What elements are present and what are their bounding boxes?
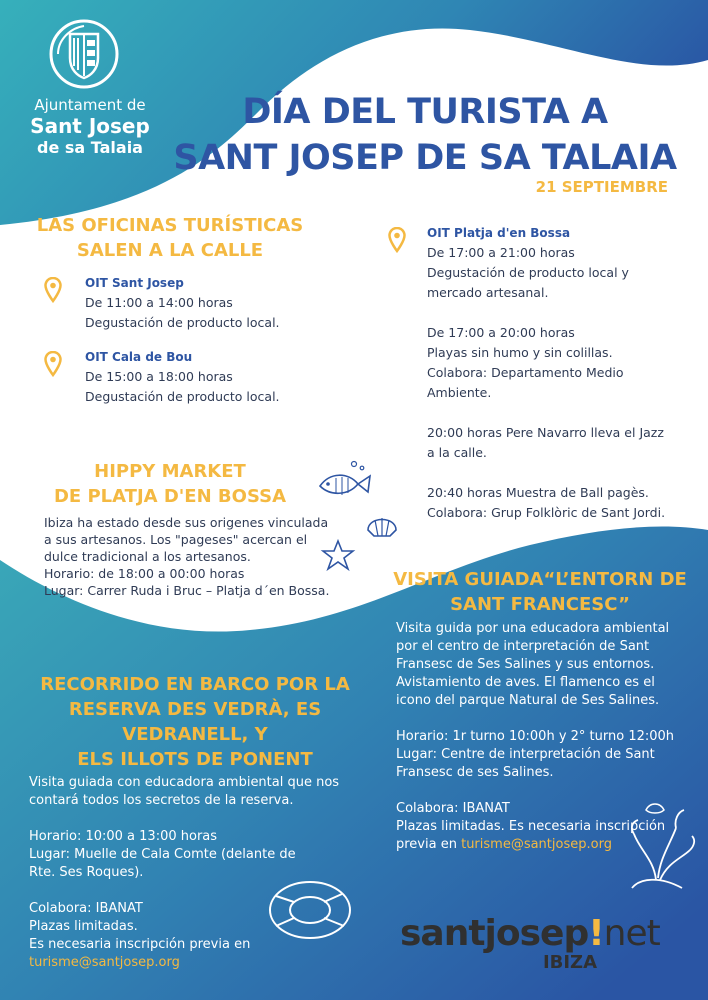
location-pin-icon (388, 227, 406, 253)
text-line: Colabora: IBANAT (29, 901, 143, 916)
text-line: por el centro de interpretación de Sant (396, 639, 650, 654)
recorrido-heading-line: RECORRIDO EN BARCO POR LA (40, 674, 350, 695)
text-line: Horario: 10:00 a 13:00 horas (29, 829, 218, 844)
oit-cala-de-bou (85, 347, 345, 407)
coral-icon (620, 800, 700, 892)
recorrido-email-link[interactable]: turisme@santjosep.org (29, 955, 180, 970)
recorrido-heading (20, 672, 370, 772)
recorrido-heading-line: VEDRANELL, Y (122, 724, 268, 745)
text-line: icono del parque Natural de Ses Salines. (396, 693, 660, 708)
hippy-line: Ibiza ha estado desde sus origenes vinculada (44, 515, 329, 530)
text-line (427, 403, 692, 423)
visita-heading (390, 567, 690, 617)
text-line: Visita guida por una educadora ambiental (396, 621, 670, 636)
oit-name: OIT Platja d'en Bossa (427, 226, 571, 240)
hippy-heading (40, 459, 300, 509)
text-line (427, 463, 692, 483)
brand-bang: ! (588, 913, 604, 954)
logo-line1: Ajuntament de (34, 96, 146, 114)
visita-email-link[interactable]: turisme@santjosep.org (461, 837, 612, 852)
brand-logo (400, 912, 680, 973)
fish-icon (312, 458, 374, 506)
oit-desc: Degustación de producto local. (85, 389, 280, 404)
text-line: De 17:00 a 21:00 horas (427, 245, 575, 260)
oit-hours: De 11:00 a 14:00 horas (85, 295, 233, 310)
text-line: Colabora: IBANAT (396, 801, 510, 816)
text-line: Plazas limitadas. (29, 919, 138, 934)
hippy-line: Horario: de 18:00 a 00:00 horas (44, 566, 245, 581)
recorrido-heading-line: RESERVA DES VEDRÀ, ES (68, 699, 322, 720)
event-date: 21 SEPTIEMBRE (535, 178, 668, 196)
oit-hours: De 15:00 a 18:00 horas (85, 369, 233, 384)
text-line: Degustación de producto local y (427, 265, 629, 280)
text-line: Ambiente. (427, 385, 492, 400)
text-line: Lugar: Centre de interpretación de Sant (396, 747, 655, 762)
logo-line3: de sa Talaia (37, 138, 143, 157)
text-line (29, 810, 369, 828)
text-line (396, 782, 696, 800)
oit-platja-den-bossa (427, 223, 692, 523)
lifebuoy-icon (262, 874, 358, 946)
text-line: contará todos los secretos de la reserva. (29, 793, 294, 808)
brand-main (400, 912, 680, 956)
oit-sant-josep (85, 273, 345, 333)
text-line: Fransesc de Ses Salines y sus entornos. (396, 657, 655, 672)
text-line: 20:40 horas Muestra de Ball pagès. (427, 485, 649, 500)
page-title-line2: SANT JOSEP DE SA TALAIA (173, 138, 677, 178)
oficinas-heading-line2: SALEN A LA CALLE (76, 240, 264, 261)
location-pin-icon (44, 351, 62, 377)
text-line: Es necesaria inscripción previa en (29, 937, 251, 952)
oit-name: OIT Sant Josep (85, 276, 184, 290)
text-line: Avistamiento de aves. El flamenco es el (396, 675, 655, 690)
logo-line2: Sant Josep (30, 114, 150, 138)
oit-desc: Degustación de producto local. (85, 315, 280, 330)
shell-icon (364, 506, 400, 540)
text-line: Visita guiada con educadora ambiental que nos (29, 775, 340, 790)
visita-heading-line1: VISITA GUIADA“L’ENTORN DE (393, 569, 687, 590)
text-line: a la calle. (427, 445, 487, 460)
text-line: Colabora: Departamento Medio (427, 365, 624, 380)
location-pin-icon (44, 277, 62, 303)
visita-heading-line2: SANT FRANCESC” (450, 594, 630, 615)
hippy-line: Lugar: Carrer Ruda i Bruc – Platja d´en Bossa. (44, 583, 330, 598)
text-line: De 17:00 a 20:00 horas (427, 325, 575, 340)
text-line: Colabora: Grup Folklòric de Sant Jordi. (427, 505, 666, 520)
hippy-line: dulce tradicional a los artesanos. (44, 549, 251, 564)
platja-details (427, 243, 692, 523)
hippy-line: a sus artesanos. Los "pageses" acercan el (44, 532, 308, 547)
text-line: Lugar: Muelle de Cala Comte (delante de (29, 847, 296, 862)
brand-sub: IBIZA (542, 952, 598, 973)
brand-net: net (603, 913, 660, 954)
text-line: Plazas limitadas. Es necesaria inscripción (396, 819, 666, 834)
logo-text (22, 96, 158, 158)
text-line: Playas sin humo y sin colillas. (427, 345, 613, 360)
hippy-details (44, 514, 344, 599)
hippy-heading-line2: DE PLATJA D'EN BOSSA (53, 486, 287, 507)
brand-name: santjosep (400, 913, 589, 954)
text-line: Fransesc de ses Salines. (396, 765, 554, 780)
text-line: Rte. Ses Roques). (29, 865, 144, 880)
recorrido-heading-line: ELS ILLOTS DE PONENT (77, 749, 313, 770)
page-title-line1: DÍA DEL TURISTA A (242, 92, 608, 132)
oit-name: OIT Cala de Bou (85, 350, 193, 364)
visita-last-prefix: previa en (396, 837, 462, 852)
text-line: 20:00 horas Pere Navarro lleva el Jazz (427, 425, 664, 440)
starfish-icon (320, 538, 356, 572)
text-line: mercado artesanal. (427, 285, 549, 300)
text-line (427, 303, 692, 323)
hippy-heading-line1: HIPPY MARKET (94, 461, 246, 482)
text-line: Horario: 1r turno 10:00h y 2° turno 12:00h (396, 729, 675, 744)
coat-of-arms-icon (48, 18, 120, 94)
text-line (396, 710, 696, 728)
oficinas-heading-line1: LAS OFICINAS TURÍSTICAS (36, 215, 304, 236)
oficinas-heading (30, 213, 310, 263)
